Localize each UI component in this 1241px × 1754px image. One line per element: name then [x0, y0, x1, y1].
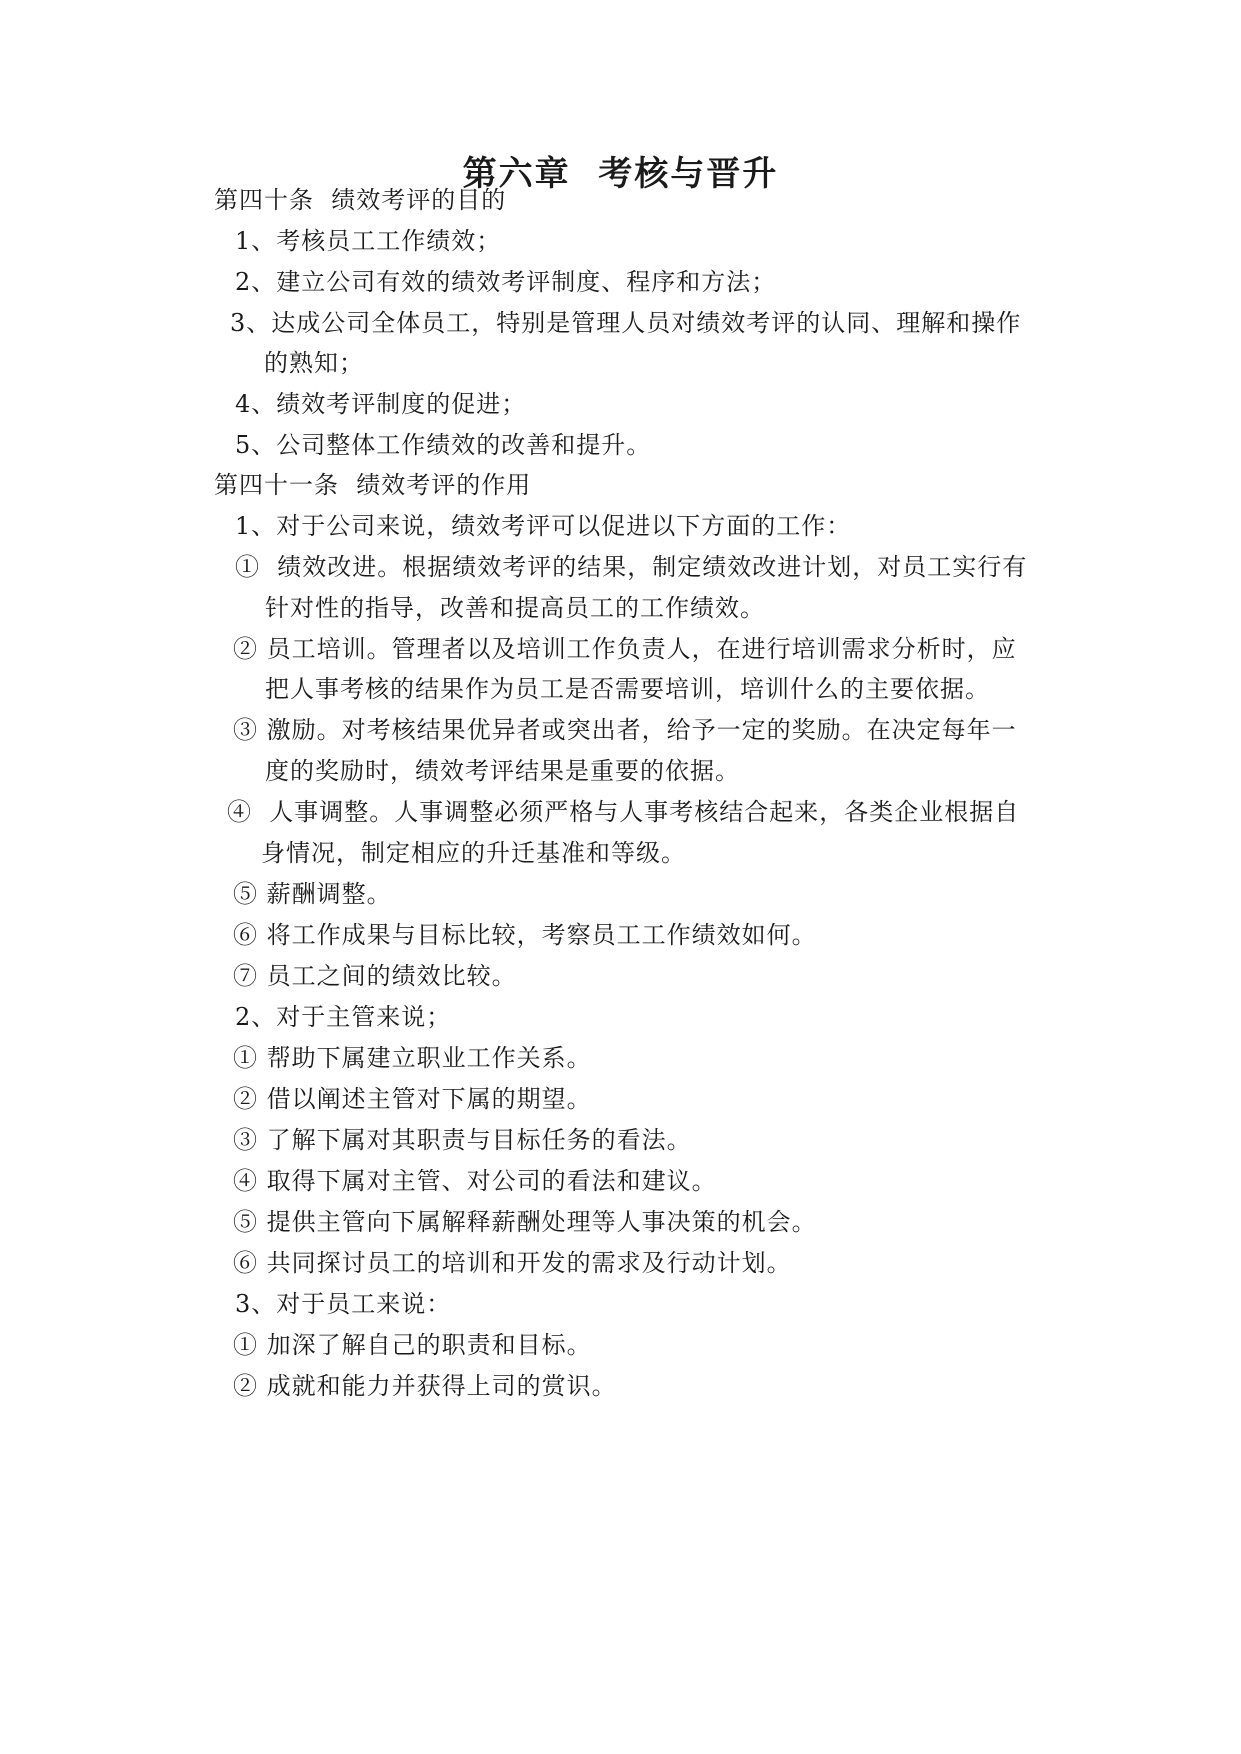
- article-41-heading: 第四十一条 绩效考评的作用: [214, 471, 532, 499]
- supervisor-point: ④ 取得下属对主管、对公司的看法和建议。: [233, 1167, 717, 1195]
- employee-point: ② 成就和能力并获得上司的赏识。: [233, 1372, 617, 1400]
- company-point: ③ 激励。对考核结果优异者或突出者，给予一定的奖励。在决定每年一: [233, 716, 1017, 744]
- company-point: ② 员工培训。管理者以及培训工作负责人，在进行培训需求分析时，应: [233, 635, 1017, 663]
- company-point-continuation: 身情况，制定相应的升迁基准和等级。: [261, 839, 686, 867]
- article-40-item-continuation: 的熟知；: [264, 349, 364, 377]
- company-point: ⑥ 将工作成果与目标比较，考察员工工作绩效如何。: [233, 921, 817, 949]
- supervisor-point: ⑥ 共同探讨员工的培训和开发的需求及行动计划。: [233, 1249, 792, 1277]
- company-intro: 1、对于公司来说，绩效考评可以促进以下方面的工作：: [235, 512, 852, 540]
- company-point-continuation: 把人事考核的结果作为员工是否需要培训，培训什么的主要依据。: [265, 675, 990, 703]
- article-40-item: 3、达成公司全体员工，特别是管理人员对绩效考评的认同、理解和操作: [230, 309, 1022, 337]
- supervisor-point: ① 帮助下属建立职业工作关系。: [233, 1044, 592, 1072]
- article-40-heading: 第四十条 绩效考评的目的: [214, 186, 507, 214]
- company-point: ⑦ 员工之间的绩效比较。: [233, 962, 517, 990]
- employee-intro: 3、对于员工来说：: [235, 1290, 452, 1318]
- company-point-continuation: 度的奖励时，绩效考评结果是重要的依据。: [265, 757, 740, 785]
- company-point: ④ 人事调整。人事调整必须严格与人事考核结合起来，各类企业根据自: [227, 798, 1020, 826]
- company-point-continuation: 针对性的指导，改善和提高员工的工作绩效。: [265, 594, 765, 622]
- employee-point: ① 加深了解自己的职责和目标。: [233, 1331, 592, 1359]
- supervisor-point: ⑤ 提供主管向下属解释薪酬处理等人事决策的机会。: [233, 1208, 817, 1236]
- supervisor-point: ② 借以阐述主管对下属的期望。: [233, 1085, 592, 1113]
- company-point: ① 绩效改进。根据绩效考评的结果，制定绩效改进计划，对员工实行有: [235, 553, 1028, 581]
- article-40-item: 2、建立公司有效的绩效考评制度、程序和方法；: [235, 268, 777, 296]
- article-40-item: 5、公司整体工作绩效的改善和提升。: [235, 431, 652, 459]
- supervisor-point: ③ 了解下属对其职责与目标任务的看法。: [233, 1126, 692, 1154]
- supervisor-intro: 2、对于主管来说；: [235, 1003, 452, 1031]
- company-point: ⑤ 薪酬调整。: [233, 880, 392, 908]
- chapter-title: 第六章 考核与晋升: [462, 154, 779, 194]
- article-40-item: 4、绩效考评制度的促进；: [235, 390, 527, 418]
- article-40-item: 1、考核员工工作绩效；: [235, 227, 502, 255]
